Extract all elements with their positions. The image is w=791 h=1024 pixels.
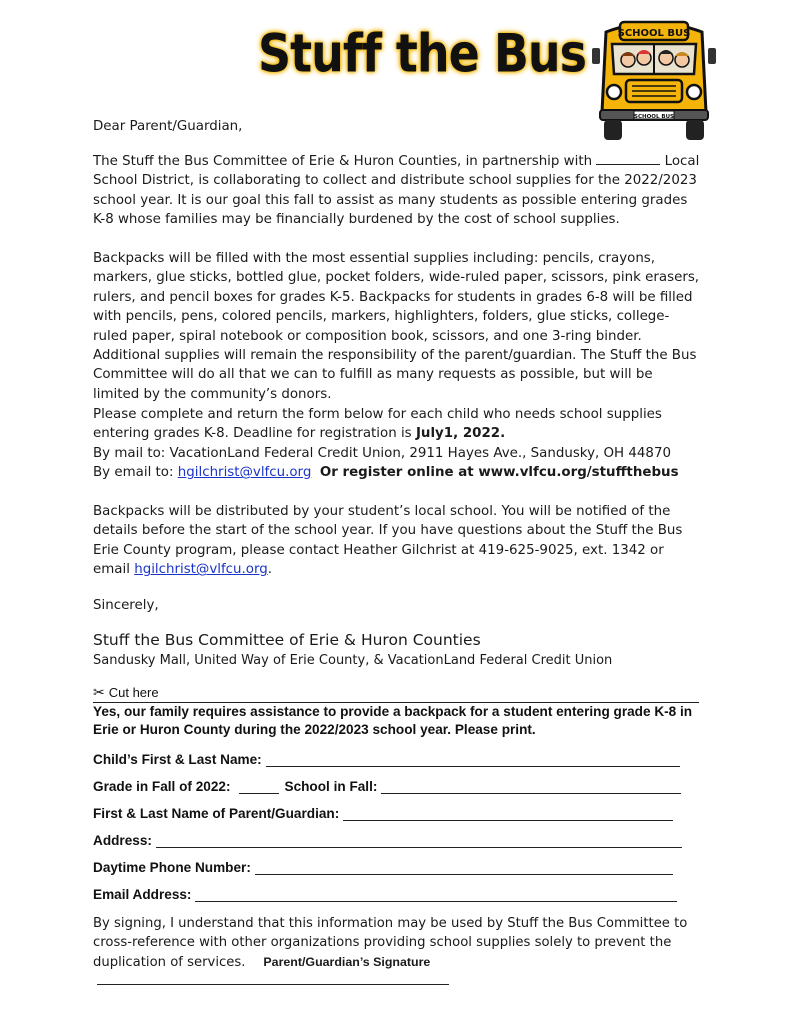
form-intro: Yes, our family requires assistance to provide a backpack for a student entering grade K-8 in Erie or Huron County during the 2022/2023 school year. Please print. [93, 704, 693, 737]
deadline-date: July1, 2022. [415, 426, 506, 442]
parent-name-field[interactable]: First & Last Name of Parent/Guardian: [93, 806, 673, 821]
paragraph-intro: The Stuff the Bus Committee of Erie & Huron Counties, in partnership with Local School District, is collaborating to collect and distribute school supplies for the 2022/2023 school year. It is our goal this fall to assist as many students as possible entering grades K-8 whose families may be financially burdened by the cost of school supplies. [93, 154, 700, 228]
child-name-field[interactable]: Child’s First & Last Name: [93, 752, 680, 767]
consent-text: By signing, I understand that this information may be used by Stuff the Bus Committee to cross-reference with other organizations providing school supplies solely to prevent the duplication of services. Parent/Guardian’s Signature [93, 914, 703, 992]
district-blank [596, 152, 660, 165]
contact-email-link[interactable]: hgilchrist@vlfcu.org [134, 562, 268, 578]
online-registration: Or register online at www.vlfcu.org/stuffthebus [319, 465, 679, 481]
email-link[interactable]: hgilchrist@vlfcu.org [177, 465, 312, 481]
scissors-icon: ✂ [93, 684, 105, 700]
committee-partners: Sandusky Mall, United Way of Erie County, & VacationLand Federal Credit Union [93, 653, 613, 668]
grade-school-field[interactable]: Grade in Fall of 2022: School in Fall: [93, 779, 681, 794]
email-field[interactable]: Email Address: [93, 887, 677, 902]
closing: Sincerely, [93, 598, 159, 613]
committee-name: Stuff the Bus Committee of Erie & Huron Counties [93, 631, 481, 649]
signature-line[interactable] [97, 972, 449, 985]
mail-address: By mail to: VacationLand Federal Credit Union, 2911 Hayes Ave., Sandusky, OH 44870 [93, 445, 671, 461]
cut-label: Cut here [108, 685, 159, 700]
cut-line [93, 684, 699, 703]
bus-plate-text: SCHOOL BUS [634, 114, 674, 120]
bus-sign-text: SCHOOL BUS [617, 28, 691, 39]
greeting: Dear Parent/Guardian, [93, 119, 243, 134]
page-title: Stuff the Bus [258, 22, 587, 85]
paragraph-registration: Please complete and return the form below for each child who needs school supplies entering grades K-8. Deadline for registration is July1, 2022. By mail to: VacationLand Federal Credit Union, 2911 Hayes Ave., Sandusky, OH 44870 By email to: hgilchrist@vlfcu.org Or register online at www.vlfcu.org/stuffthebus [93, 405, 703, 483]
phone-field[interactable]: Daytime Phone Number: [93, 860, 673, 875]
paragraph-supplies: Backpacks will be filled with the most essential supplies including: pencils, crayons, markers, glue sticks, bottled glue, pocket folders, wide-ruled paper, scissors, pink erasers, rulers, and pencil boxes for grades K-5. Backpacks for students in grades 6-8 will be filled with pencils, pens, colored pencils, markers, highlighters, folders, glue sticks, college-ruled paper, spiral notebook or composition book, scissors, and one 3-ring binder. Additional supplies will remain the responsibility of the parent/guardian. The Stuff the Bus Committee will do all that we can to fulfill as many requests as possible, but will be limited by the community’s donors. [93, 251, 700, 402]
paragraph-distribution: Backpacks will be distributed by your student’s local school. You will be notified of the details before the start of the school year. If you have questions about the Stuff the Bus Erie County program, please contact Heather Gilchrist at 419-625-9025, ext. 1342 or email hgilchrist@vlfcu.org. [93, 504, 683, 578]
signature-label: Parent/Guardian’s Signature [263, 954, 431, 969]
address-field[interactable]: Address: [93, 833, 682, 848]
